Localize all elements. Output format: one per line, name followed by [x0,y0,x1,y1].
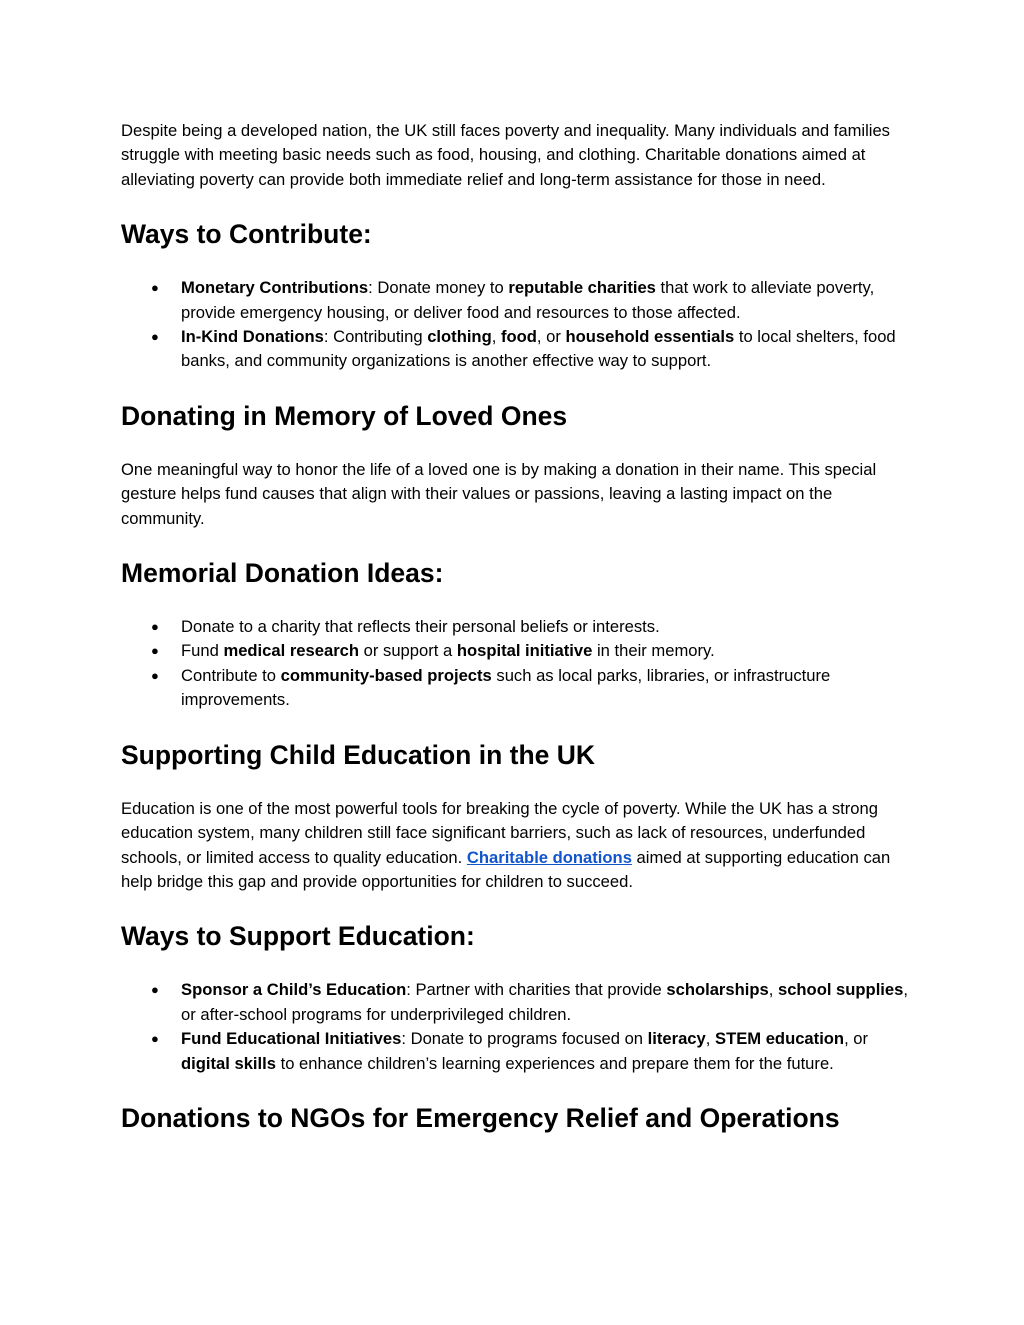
ngo-heading: Donations to NGOs for Emergency Relief and Operations [121,1102,840,1133]
list-item: ● In-Kind Donations: Contributing clothing, food, or household essentials to local shelters, food banks, and community organizations is another effective way to support. [151,327,896,371]
education-heading: Supporting Child Education in the UK [121,739,596,770]
memorial-ideas-list [121,615,911,713]
support-education-heading: Ways to Support Education: [121,921,475,952]
document-page [121,119,911,1134]
intro-paragraph: Despite being a developed nation, the UK still faces poverty and inequality. Many individuals and families struggle with meeting basic needs such as food, housing, and clothing. Charitable donations aimed at alleviating poverty can provide both immediate relief and long-term assistance for those in need. [121,121,890,189]
list-item: ● Donate to a charity that reflects their personal beliefs or interests. [121,615,911,639]
list-item: ● Contribute to community-based projects such as local parks, libraries, or infrastructure improvements. [151,665,831,710]
bullet-icon: ● [151,667,159,683]
list-item: ● Fund Educational Initiatives: Donate to programs focused on literacy, STEM education, or digital skills to enhance children’s learning experiences and prepare them for the future. [151,1029,869,1073]
bullet-icon: ● [151,643,159,659]
memory-heading: Donating in Memory of Loved Ones [121,400,568,431]
charitable-donations-link[interactable]: Charitable donations [466,847,632,867]
bullet-icon: ● [151,1031,159,1047]
bullet-icon: ● [151,329,159,345]
ways-to-contribute-list [121,276,911,374]
bullet-icon: ● [151,982,159,998]
bullet-icon: ● [151,619,159,635]
memorial-ideas-heading: Memorial Donation Ideas: [121,558,444,589]
list-item: ● Sponsor a Child’s Education: Partner with charities that provide scholarships, school supplies, or after-school programs for underprivileged children. [151,980,908,1024]
bullet-icon: ● [151,280,159,296]
list-item: ● Fund medical research or support a hospital initiative in their memory. [121,639,911,663]
support-education-list [121,978,911,1076]
ways-to-contribute-heading: Ways to Contribute: [121,219,372,250]
list-item: ● Monetary Contributions: Donate money to reputable charities that work to alleviate poverty, provide emergency housing, or deliver food and resources to those affected. [151,278,875,322]
education-paragraph: Education is one of the most powerful tools for breaking the cycle of poverty. While the UK has a strong education system, many children still face significant barriers, such as lack of resources, underfunded schools, or limited access to quality education. Charitable donations aimed at supporting education can help bridge this gap and provide opportunities for children to succeed. [121,798,891,891]
memory-paragraph: One meaningful way to honor the life of a loved one is by making a donation in their name. This special gesture helps fund causes that align with their values or passions, leaving a lasting impact on the community. [121,459,877,528]
